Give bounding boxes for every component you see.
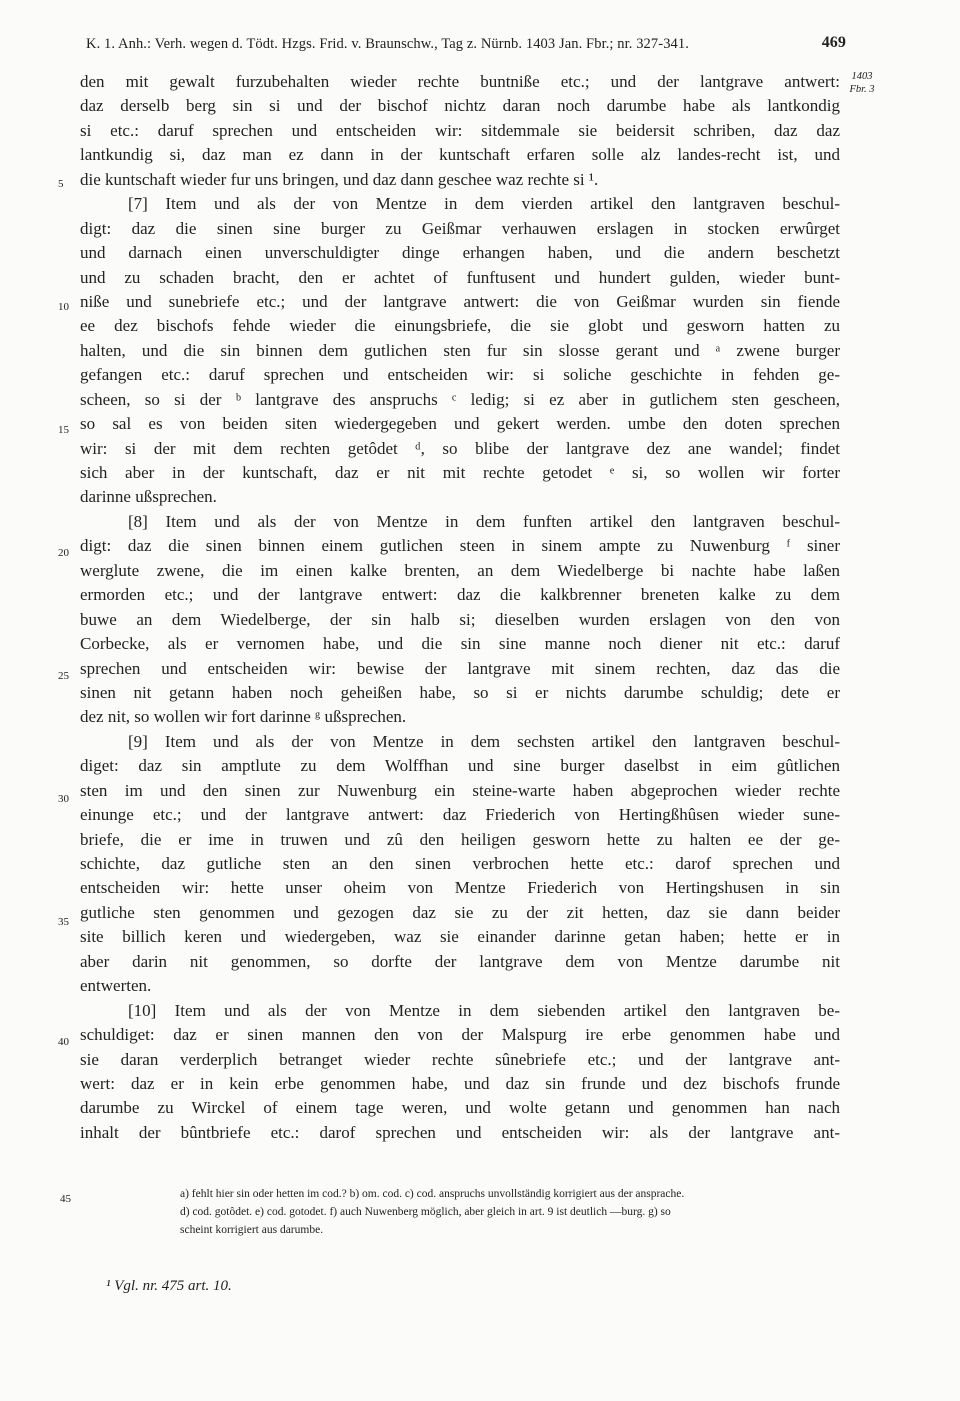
text-line: aber darin nit genommen, so dorfte der lantgrave dem von Mentze darumbe nit — [80, 951, 840, 971]
text-line: entscheiden wir: hette unser oheim von Mentze Friederich von Hertingshusen in sin — [80, 878, 840, 898]
text-line: schuldiget: daz er sinen mannen den von der Malspurg ire erbe genommen habe und — [80, 1025, 840, 1045]
text-line: [8] Item und als der von Mentze in dem funften artikel den lantgraven beschul- — [128, 511, 840, 531]
text-line: sie daran verderplich betranget wieder rechte sûnebriefe etc.; und der lantgrave ant- — [80, 1049, 840, 1069]
text-line: [7] Item und als der von Mentze in dem vierden artikel den lantgraven beschul- — [128, 194, 840, 214]
text-line: gefangen etc.: daruf sprechen und entscheiden wir: si soliche geschichte in fehden ge- — [80, 365, 840, 385]
text-line: ee dez bischofs fehde wieder die einungsbriefe, die sie globt und gesworn hatten zu — [80, 316, 840, 336]
footnote-line: scheint korrigiert aus darumbe. — [180, 1224, 324, 1236]
text-line: wert: daz er in kein erbe genommen habe, und daz sin frunde und dez bischofs frunde — [80, 1073, 840, 1093]
text-line: digt: daz die sinen binnen einem gutlichen steen in sinem ampte zu Nuwenburg ᶠ siner — [80, 536, 840, 556]
text-line: sinen nit getann haben noch geheißen habe, so si er nichts darumbe schuldig; dete er — [80, 682, 840, 702]
page-number: 469 — [821, 34, 846, 51]
line-number: 45 — [60, 1193, 71, 1205]
main-text — [80, 70, 840, 1145]
text-line: niße und sunebriefe etc.; und der lantgrave antwert: die von Geißmar wurden sin fiende — [80, 291, 840, 311]
text-line: briefe, die er ime in truwen und zû den heiligen gesworn hette zu halten ee der ge- — [80, 829, 840, 849]
line-number: 40 — [58, 1036, 69, 1048]
text-line: wir: si der mit dem rechten getôdet ᵈ, so blibe der lantgrave dez ane wandel; findet — [80, 438, 840, 458]
line-number: 30 — [58, 793, 69, 805]
text-line: ermorden etc.; und der lantgrave entwert: daz die kalkbrenner breneten kalke zu dem — [80, 585, 840, 605]
line-number: 5 — [58, 178, 64, 190]
text-line: und darnach einen unverschuldigter dinge erhangen haben, und die andern beschetzt — [80, 243, 840, 263]
text-line: darinne ußsprechen. — [80, 487, 217, 507]
margin-date-month: Fbr. 3 — [849, 84, 875, 95]
text-line: lantkundig si, daz man ez dann in der kuntschaft erfaren solle alz landes-recht ist, und — [80, 145, 840, 165]
reference-footnote: ¹ Vgl. nr. 475 art. 10. — [106, 1278, 232, 1294]
text-line: site billich keren und wiedergeben, waz sie einander darinne getan haben; hette er in — [80, 927, 840, 947]
text-line: si etc.: daruf sprechen und entscheiden wir: sitdemmale sie beidersit schriben, daz daz — [80, 120, 840, 140]
text-line: [10] Item und als der von Mentze in dem siebenden artikel den lantgraven be- — [128, 1000, 840, 1020]
text-line: entwerten. — [80, 976, 152, 996]
text-line: inhalt der bûntbriefe etc.: darof sprechen und entscheiden wir: als der lantgrave ant- — [80, 1122, 840, 1142]
text-line: Corbecke, als er vernomen habe, und die sin sine manne noch diener nit etc.: daruf — [80, 634, 840, 654]
line-number: 10 — [58, 301, 69, 313]
text-line: einunge etc.; und der lantgrave antwert: daz Friederich von Hertingßhûsen wieder sune- — [80, 805, 840, 825]
line-number: 35 — [58, 916, 69, 928]
text-line: sich aber in der kuntschaft, daz er nit mit rechte getodet ᵉ si, so wollen wir forter — [80, 463, 840, 482]
margin-date-year: 1403 — [851, 71, 873, 82]
footnote-line: d) cod. gotôdet. e) cod. gotodet. f) auch Nuwenberg möglich, aber gleich in art. 9 ist deutlich —burg. g) so — [180, 1206, 671, 1218]
text-line: und zu schaden bracht, den er achtet of funftusent und hundert gulden, wieder bunt- — [80, 267, 840, 287]
text-line: halten, und die sin binnen dem gutlichen sten fur sin slosse gerant und ᵃ zwene burger — [80, 340, 840, 360]
line-number: 20 — [58, 547, 69, 559]
text-line: gutliche sten genommen und gezogen daz sie zu der zit hetten, daz sie dann beider — [80, 902, 840, 922]
text-line: digt: daz die sinen sine burger zu Geißmar verhauwen erslagen in stocken erwûrget — [80, 218, 840, 238]
text-line: buwe an dem Wiedelberge, der sin halb si; dieselben wurden erslagen von den von — [80, 609, 840, 629]
text-line: darumbe zu Wirckel of einem tage weren, und wolte getann und genommen han nach — [80, 1098, 840, 1118]
footnote-line: a) fehlt hier sin oder hetten im cod.? b) om. cod. c) cod. anspruchs unvollständig korrigiert aus der ansprache. — [180, 1188, 685, 1200]
text-line: die kuntschaft wieder fur uns bringen, und daz dann geschee waz rechte si ¹. — [80, 169, 599, 189]
text-line: scheen, so si der ᵇ lantgrave des anspruchs ᶜ ledig; si ez aber in gutlichem sten gescheen, — [80, 389, 840, 409]
text-line: daz derselb berg sin si und der bischof nichtz daran noch darumbe habe als lantkondig — [80, 96, 840, 116]
text-line: so sal es von beiden siten wiedergegeben und gekert werden. umbe den doten sprechen — [80, 414, 840, 434]
text-line: diget: daz sin amptlute zu dem Wolffhan und sine burger daselbst in eim gûtlichen — [80, 756, 840, 776]
running-title: K. 1. Anh.: Verh. wegen d. Tödt. Hzgs. Frid. v. Braunschw., Tag z. Nürnb. 1403 Jan. Fbr.; nr. 327-341. — [86, 36, 689, 52]
running-header — [86, 36, 846, 53]
line-number: 15 — [58, 424, 69, 436]
text-line: sprechen und entscheiden wir: bewise der lantgrave mit sinem rechten, daz das die — [80, 658, 840, 678]
text-line: dez nit, so wollen wir fort darinne ᵍ ußsprechen. — [80, 707, 407, 727]
text-line: sten im und den sinen zur Nuwenburg ein steine-warte haben abgeprochen wieder rechte — [80, 780, 840, 800]
text-line: schichte, daz gutliche sten an den sinen verbrochen hette etc.: darof sprechen und — [80, 854, 840, 873]
critical-apparatus — [180, 1185, 845, 1239]
text-line: werglute zwene, die im einen kalke brenten, an dem Wiedelberge bi nachte habe laßen — [80, 560, 840, 580]
line-number: 25 — [58, 670, 69, 682]
margin-date — [842, 70, 882, 96]
text-line: [9] Item und als der von Mentze in dem sechsten artikel den lantgraven beschul- — [128, 731, 840, 751]
text-line: den mit gewalt furzubehalten wieder rechte buntniße etc.; und der lantgrave antwert: — [80, 72, 840, 91]
